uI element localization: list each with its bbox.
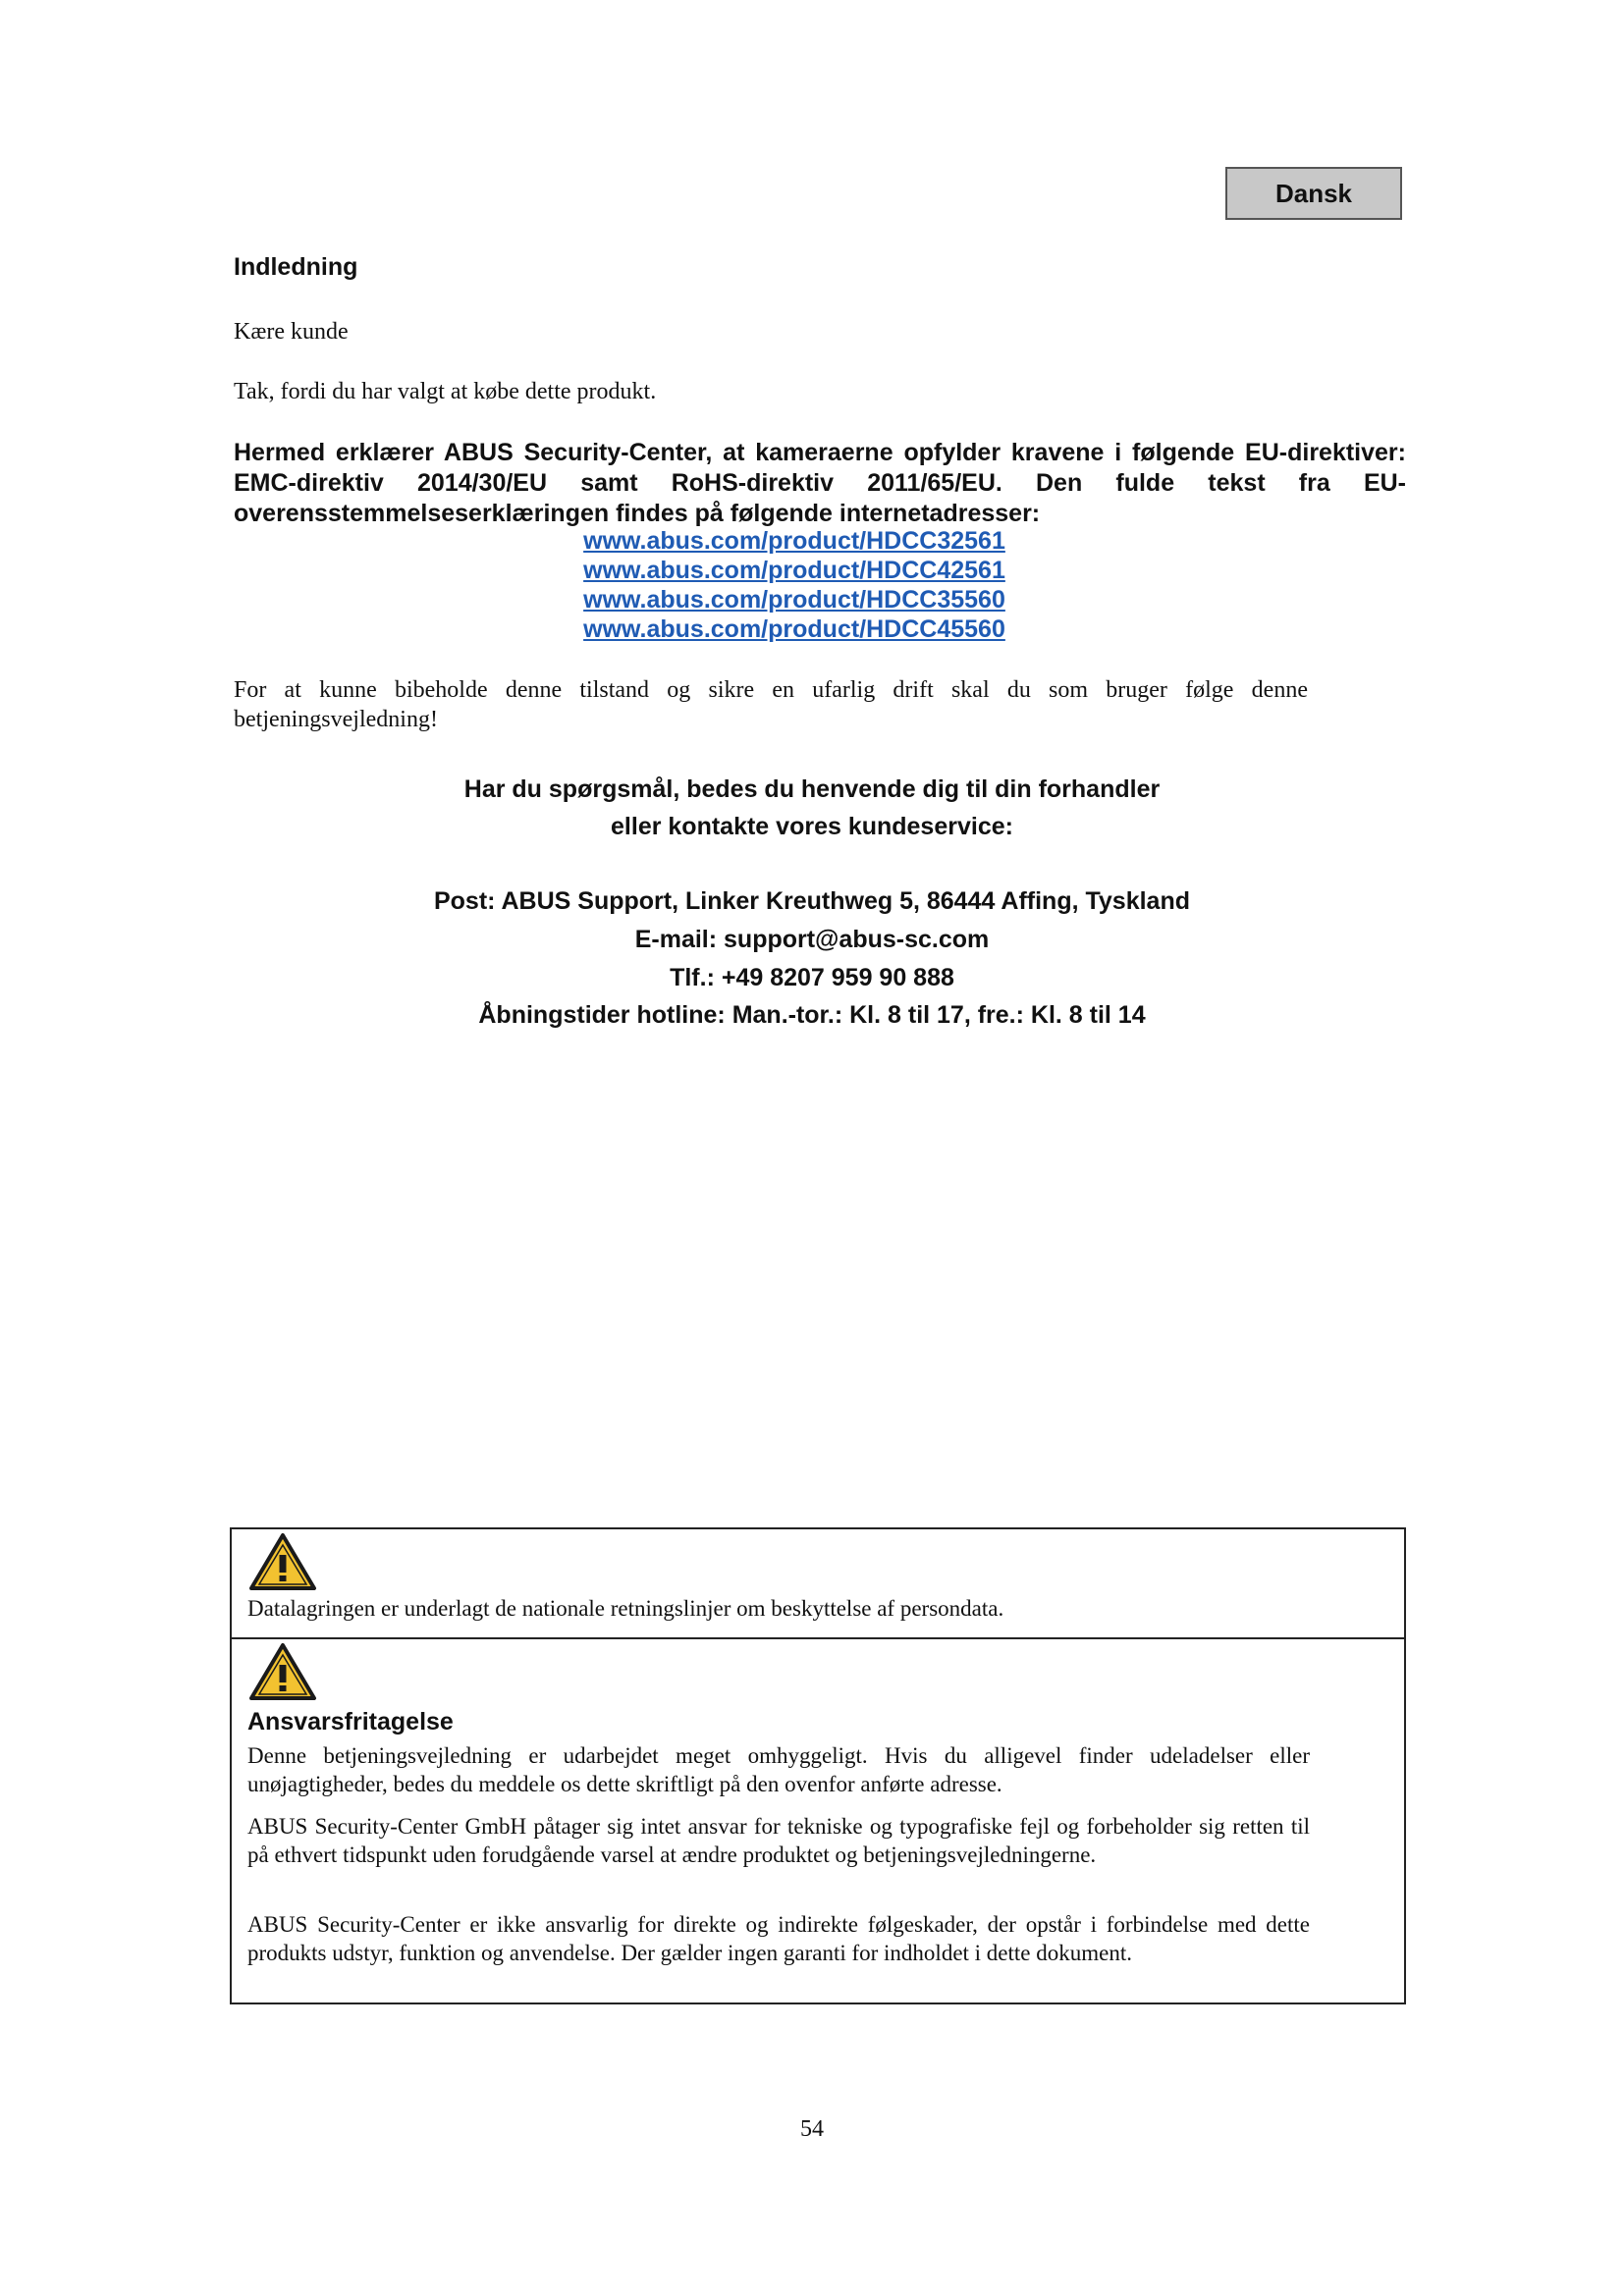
disclaimer-paragraph: ABUS Security-Center GmbH påtager sig intet ansvar for tekniske og typografiske fejl og forbeholder sig retten til på ethvert tidspunkt uden forudgående varsel at ændre produktet og betjeningsvejledningerne. — [247, 1814, 1310, 1867]
greeting-text: Kære kunde — [234, 319, 349, 345]
instructions-text: For at kunne bibeholde denne tilstand og sikre en ufarlig drift skal du som bruger følge denne betjeningsvejledning! — [234, 677, 1308, 732]
product-link-hdcc42561[interactable]: www.abus.com/product/HDCC42561 — [583, 557, 1005, 584]
contact-hours: Åbningstider hotline: Man.-tor.: Kl. 8 til 17, fre.: Kl. 8 til 14 — [478, 1001, 1146, 1029]
thanks-text: Tak, fordi du har valgt at købe dette produkt. — [234, 379, 657, 404]
product-link-hdcc45560[interactable]: www.abus.com/product/HDCC45560 — [583, 615, 1005, 643]
disclaimer-paragraph: ABUS Security-Center er ikke ansvarlig for direkte og indirekte følgeskader, der opstår i forbindelse med dette produkts udstyr, funktion og anvendelse. Der gælder ingen garanti for indholdet i dette dokument. — [247, 1912, 1310, 1965]
contact-email: E-mail: support@abus-sc.com — [634, 926, 990, 953]
product-links — [0, 526, 1624, 644]
contact-post: Post: ABUS Support, Linker Kreuthweg 5, 86444 Affing, Tyskland — [433, 887, 1191, 915]
disclaimer-title: Ansvarsfritagelse — [247, 1708, 454, 1735]
section-heading: Indledning — [234, 253, 358, 281]
contact-question-line1: Har du spørgsmål, bedes du henvende dig til din forhandler — [463, 775, 1161, 803]
notice-text: Datalagringen er underlagt de nationale retningslinjer om beskyttelse af persondata. — [247, 1596, 1004, 1621]
data-protection-notice — [230, 1527, 1406, 1639]
warning-triangle-icon — [247, 1641, 318, 1702]
contact-question-line2: eller kontakte vores kundeservice: — [611, 813, 1013, 840]
disclaimer-paragraph: Denne betjeningsvejledning er udarbejdet meget omhyggeligt. Hvis du alligevel finder udeladelser eller unøjagtigheder, bedes du meddele os dette skriftligt på den ovenfor anførte adresse. — [247, 1743, 1310, 1796]
page-number: 54 — [800, 2116, 824, 2142]
disclaimer-box — [230, 1637, 1406, 2004]
declaration-text: Hermed erklærer ABUS Security-Center, at kameraerne opfylder kravene i følgende EU-direktiver: EMC-direktiv 2014/30/EU samt RoHS-direktiv 2011/65/EU. Den fulde tekst fra EU-overensstemmelseserklæringen findes på følgende internetadresser: — [234, 439, 1406, 527]
language-tab: Dansk — [1225, 167, 1402, 220]
warning-triangle-icon — [247, 1531, 318, 1592]
product-link-hdcc32561[interactable]: www.abus.com/product/HDCC32561 — [583, 527, 1005, 555]
contact-phone: Tlf.: +49 8207 959 90 888 — [670, 964, 954, 991]
product-link-hdcc35560[interactable]: www.abus.com/product/HDCC35560 — [583, 586, 1005, 614]
